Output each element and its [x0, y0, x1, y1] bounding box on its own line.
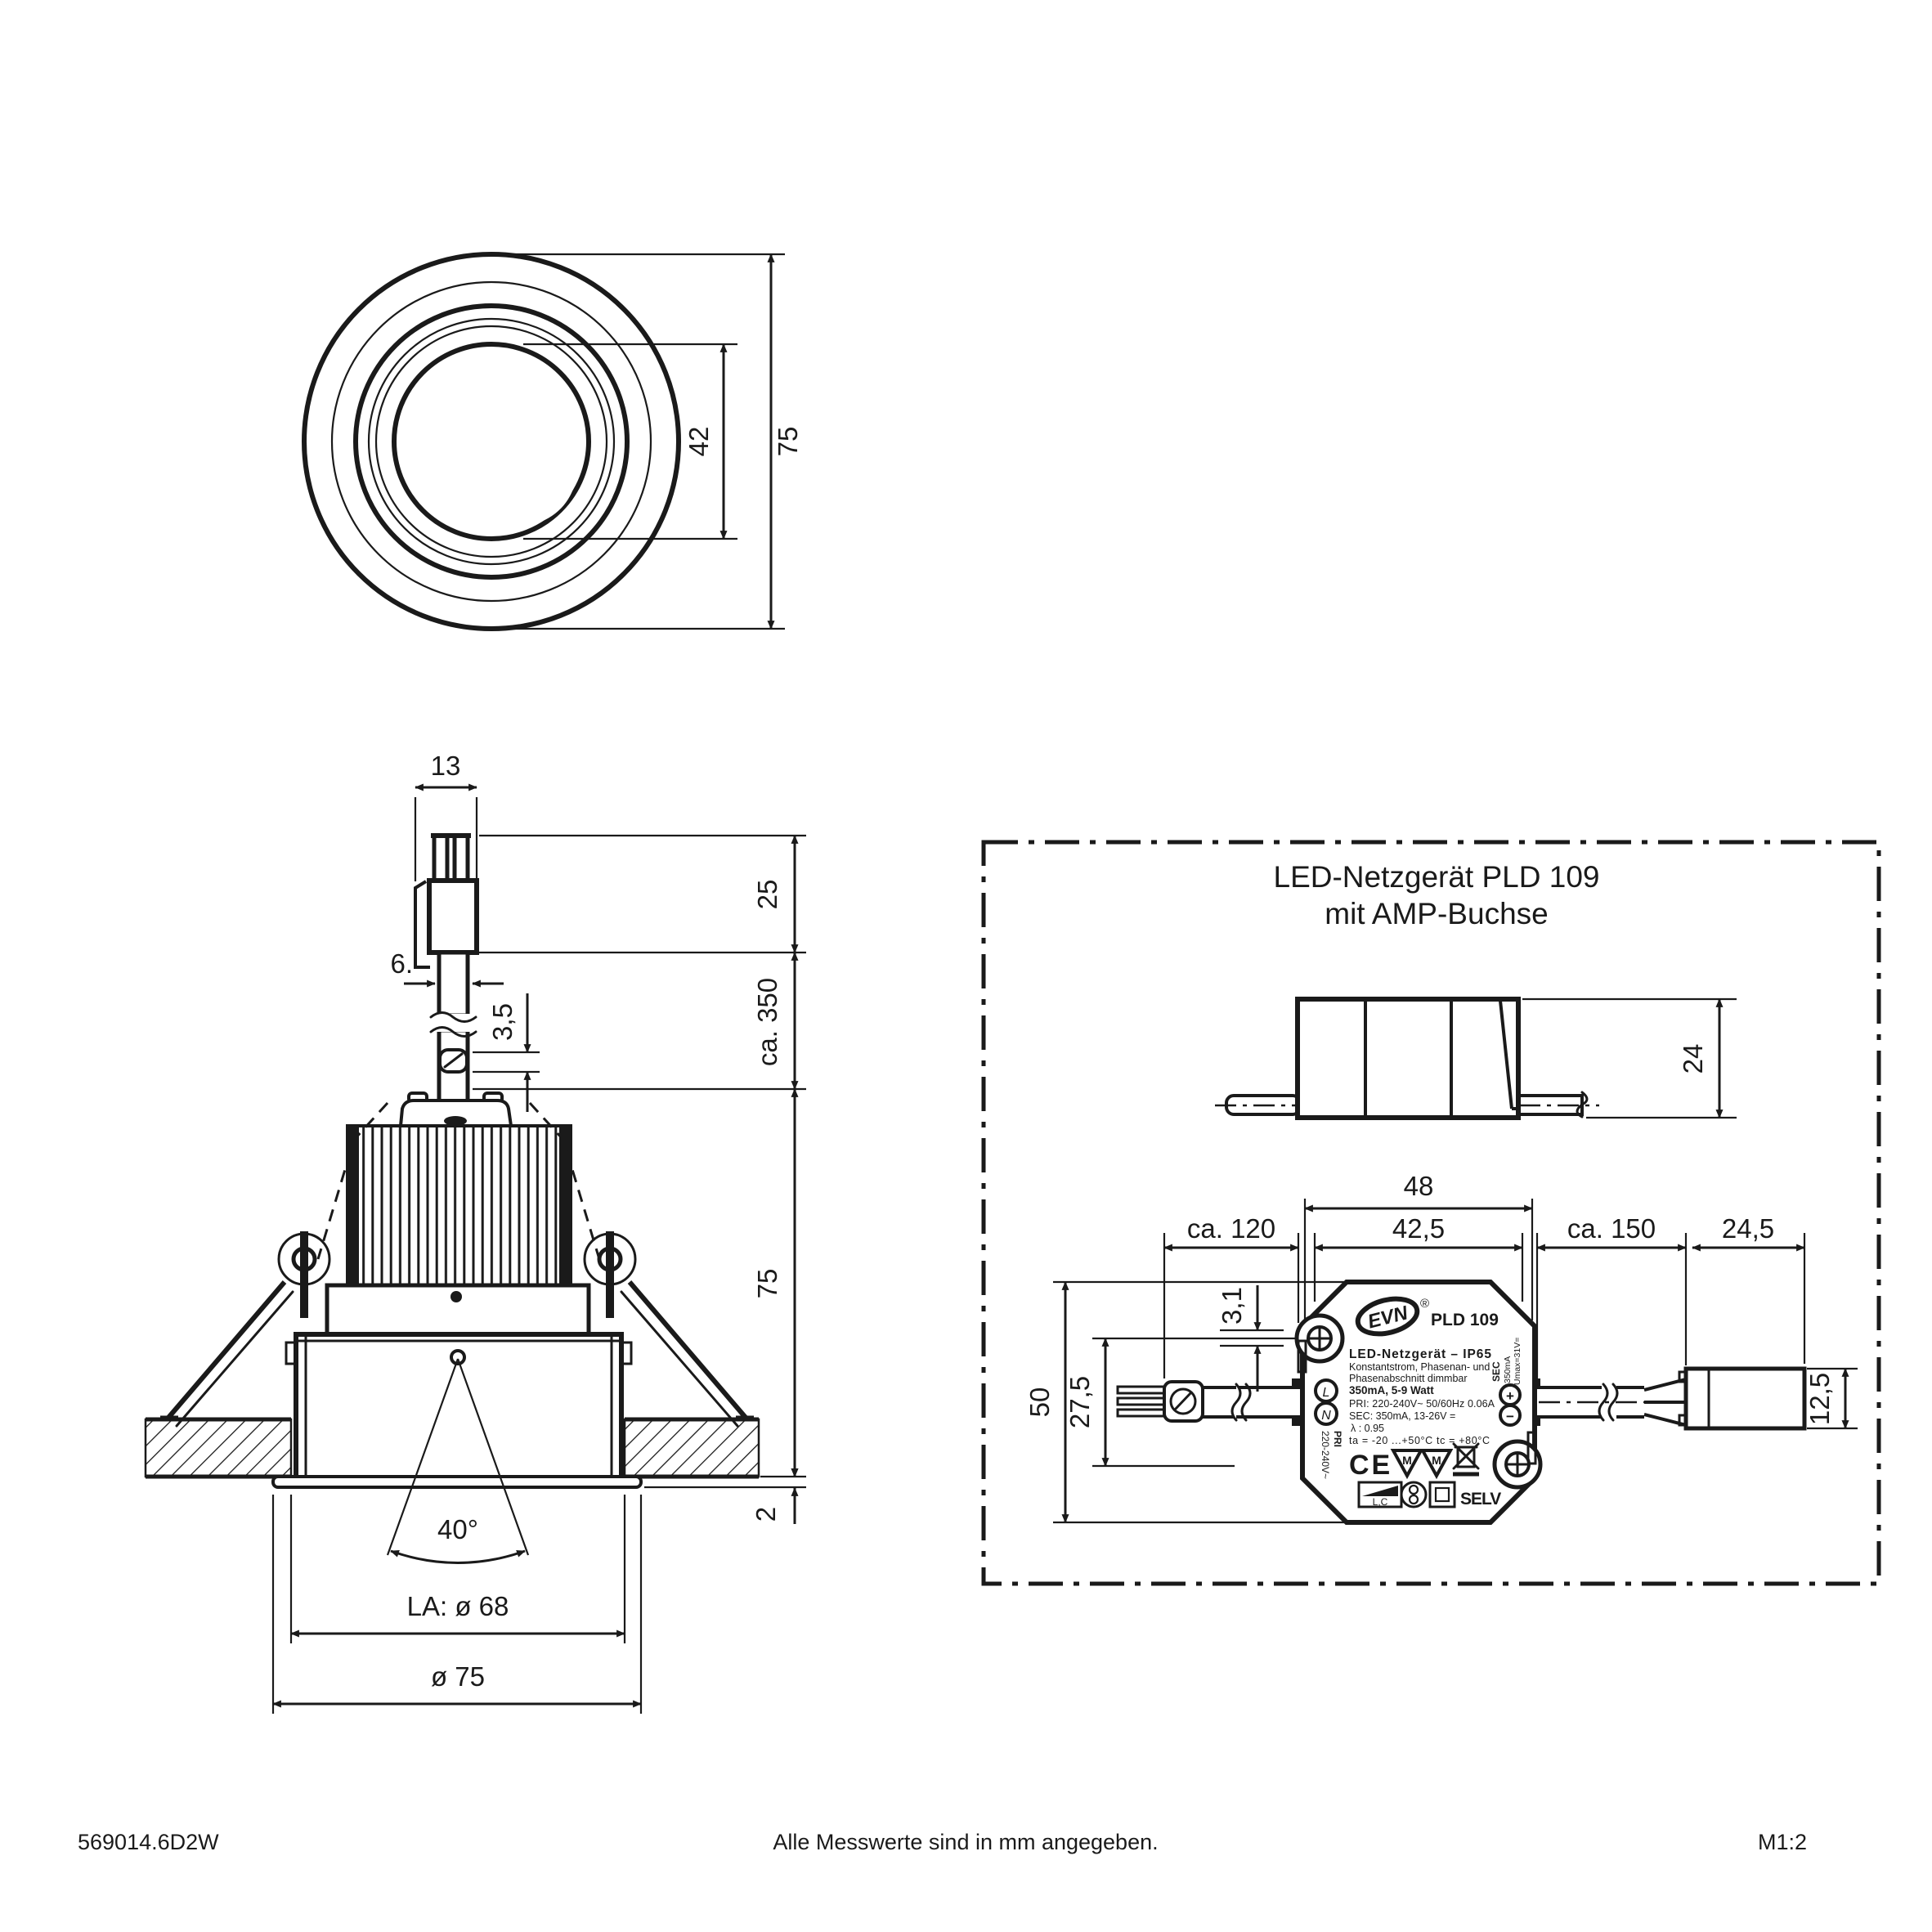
enec-triangle-2-letter: M — [1432, 1454, 1441, 1467]
label-line-1: LED-Netzgerät – IP65 — [1349, 1347, 1491, 1361]
label-line-7: λ : 0.95 — [1351, 1423, 1384, 1434]
dim50-label: 50 — [1024, 1387, 1055, 1418]
mains-cable-break-1 — [1232, 1384, 1240, 1420]
ceiling-hatch-right — [625, 1419, 759, 1477]
driver-title-line2: mit AMP-Buchse — [1325, 897, 1549, 930]
clip-arm-right-inner — [621, 1292, 737, 1426]
label-line-5: PRI: 220-240V~ 50/60Hz 0.06A — [1349, 1398, 1495, 1410]
diameter-label: ø 75 — [430, 1661, 486, 1692]
registered-mark: ® — [1420, 1297, 1430, 1311]
ce-mark: CE — [1349, 1450, 1393, 1481]
dim150-label: ca. 150 — [1567, 1213, 1656, 1244]
downlight-section-view — [146, 751, 806, 1714]
clip-arm-left-outer — [168, 1282, 285, 1419]
mains-wire-1 — [1118, 1387, 1164, 1393]
dim2-label: 2 — [751, 1506, 781, 1522]
cable-upper — [439, 953, 468, 1015]
pri-label: PRI — [1332, 1431, 1343, 1448]
heatsink — [318, 1093, 599, 1285]
driver-panel — [984, 842, 1879, 1584]
heatsink-wall-right — [559, 1126, 571, 1285]
dimmer-lc-label: L,C — [1372, 1496, 1388, 1508]
terminal-L-label: L — [1322, 1386, 1330, 1400]
label-line-8: ta = -20 ...+50°C tc = +80°C — [1349, 1435, 1490, 1446]
dim35-label: 3,5 — [487, 1003, 518, 1041]
enec-triangle-1-letter: M — [1402, 1454, 1412, 1467]
terminal-minus-label: − — [1506, 1409, 1514, 1424]
model-label: PLD 109 — [1431, 1311, 1499, 1329]
dim13-label: 13 — [430, 751, 461, 781]
terminal-N-label: N — [1321, 1409, 1331, 1423]
beam-arc — [391, 1551, 525, 1563]
clip-pin-left — [300, 1231, 308, 1318]
label-line-6: SEC: 350mA, 13-26V = — [1349, 1410, 1456, 1422]
dim245-label: 24,5 — [1721, 1213, 1775, 1244]
beam-angle-label: 40° — [437, 1514, 478, 1544]
downlight-top-view — [304, 254, 803, 629]
recessed-housing — [286, 1285, 631, 1478]
dim425-label: 42,5 — [1392, 1213, 1446, 1244]
dim75top-label: 75 — [773, 426, 803, 457]
driver-side-body — [1298, 999, 1518, 1118]
beam-apex-pivot — [451, 1351, 464, 1364]
evn-logo-text: EVN — [1365, 1302, 1410, 1334]
sec-voltage-label: Umax=31V= — [1513, 1337, 1522, 1385]
mains-cable-break-2 — [1242, 1384, 1250, 1420]
label-line-4: 350mA, 5-9 Watt — [1349, 1384, 1434, 1396]
title-block-footer — [78, 1830, 1807, 1854]
mains-wire-2 — [1118, 1398, 1164, 1405]
dim6-label: 6. — [390, 948, 413, 979]
dim350-label: ca. 350 — [752, 977, 782, 1067]
drawing-scale: M1:2 — [1757, 1830, 1807, 1854]
terminal-plus-label: + — [1506, 1388, 1514, 1404]
sec-label: SEC — [1490, 1361, 1502, 1382]
dim42-label: 42 — [684, 426, 714, 457]
ceiling-hatch-left — [146, 1419, 291, 1477]
driver-side-view — [1215, 999, 1737, 1118]
driver-title-line1: LED-Netzgerät PLD 109 — [1273, 860, 1600, 894]
supply-cable — [431, 953, 476, 1104]
selv-label: SELV — [1460, 1490, 1501, 1508]
plug-pin-left — [434, 836, 447, 881]
secondary-lead — [1536, 1369, 1858, 1428]
amp-plug — [415, 836, 477, 967]
heatsink-wall-left — [347, 1126, 359, 1285]
heatsink-fins — [359, 1126, 559, 1285]
dim275-label: 27,5 — [1065, 1375, 1095, 1429]
plug-pin-right — [455, 836, 468, 881]
article-number: 569014.6D2W — [78, 1830, 219, 1854]
plug-body — [429, 881, 477, 953]
cutout-label: LA: ø 68 — [406, 1591, 509, 1621]
dim48-label: 48 — [1403, 1171, 1434, 1201]
mains-lead — [1118, 1382, 1301, 1421]
dim24-label: 24 — [1678, 1043, 1708, 1074]
label-line-2: Konstantstrom, Phasenan- und — [1349, 1361, 1490, 1373]
dim125-label: 12,5 — [1804, 1372, 1835, 1426]
clip-arm-left-inner — [177, 1292, 293, 1426]
clip-arm-right-outer — [630, 1282, 746, 1419]
amp-socket-body — [1686, 1369, 1804, 1428]
holder-set-screw — [451, 1291, 462, 1302]
pri-voltage-label: 220-240V~ — [1320, 1431, 1331, 1480]
label-line-3: Phasenabschnitt dimmbar — [1349, 1373, 1468, 1384]
driver-octagon — [1292, 1282, 1540, 1522]
dim120-label: ca. 120 — [1186, 1213, 1276, 1244]
dim31-label: 3,1 — [1217, 1287, 1247, 1325]
mains-wire-3 — [1118, 1410, 1164, 1416]
dim75depth-label: 75 — [752, 1268, 782, 1299]
sec-current-label: 350mA — [1503, 1356, 1513, 1383]
clip-pin-right — [606, 1231, 614, 1318]
units-note: Alle Messwerte sind in mm angegeben. — [773, 1830, 1159, 1854]
trim-flange — [273, 1477, 641, 1487]
dim25-label: 25 — [752, 879, 782, 910]
